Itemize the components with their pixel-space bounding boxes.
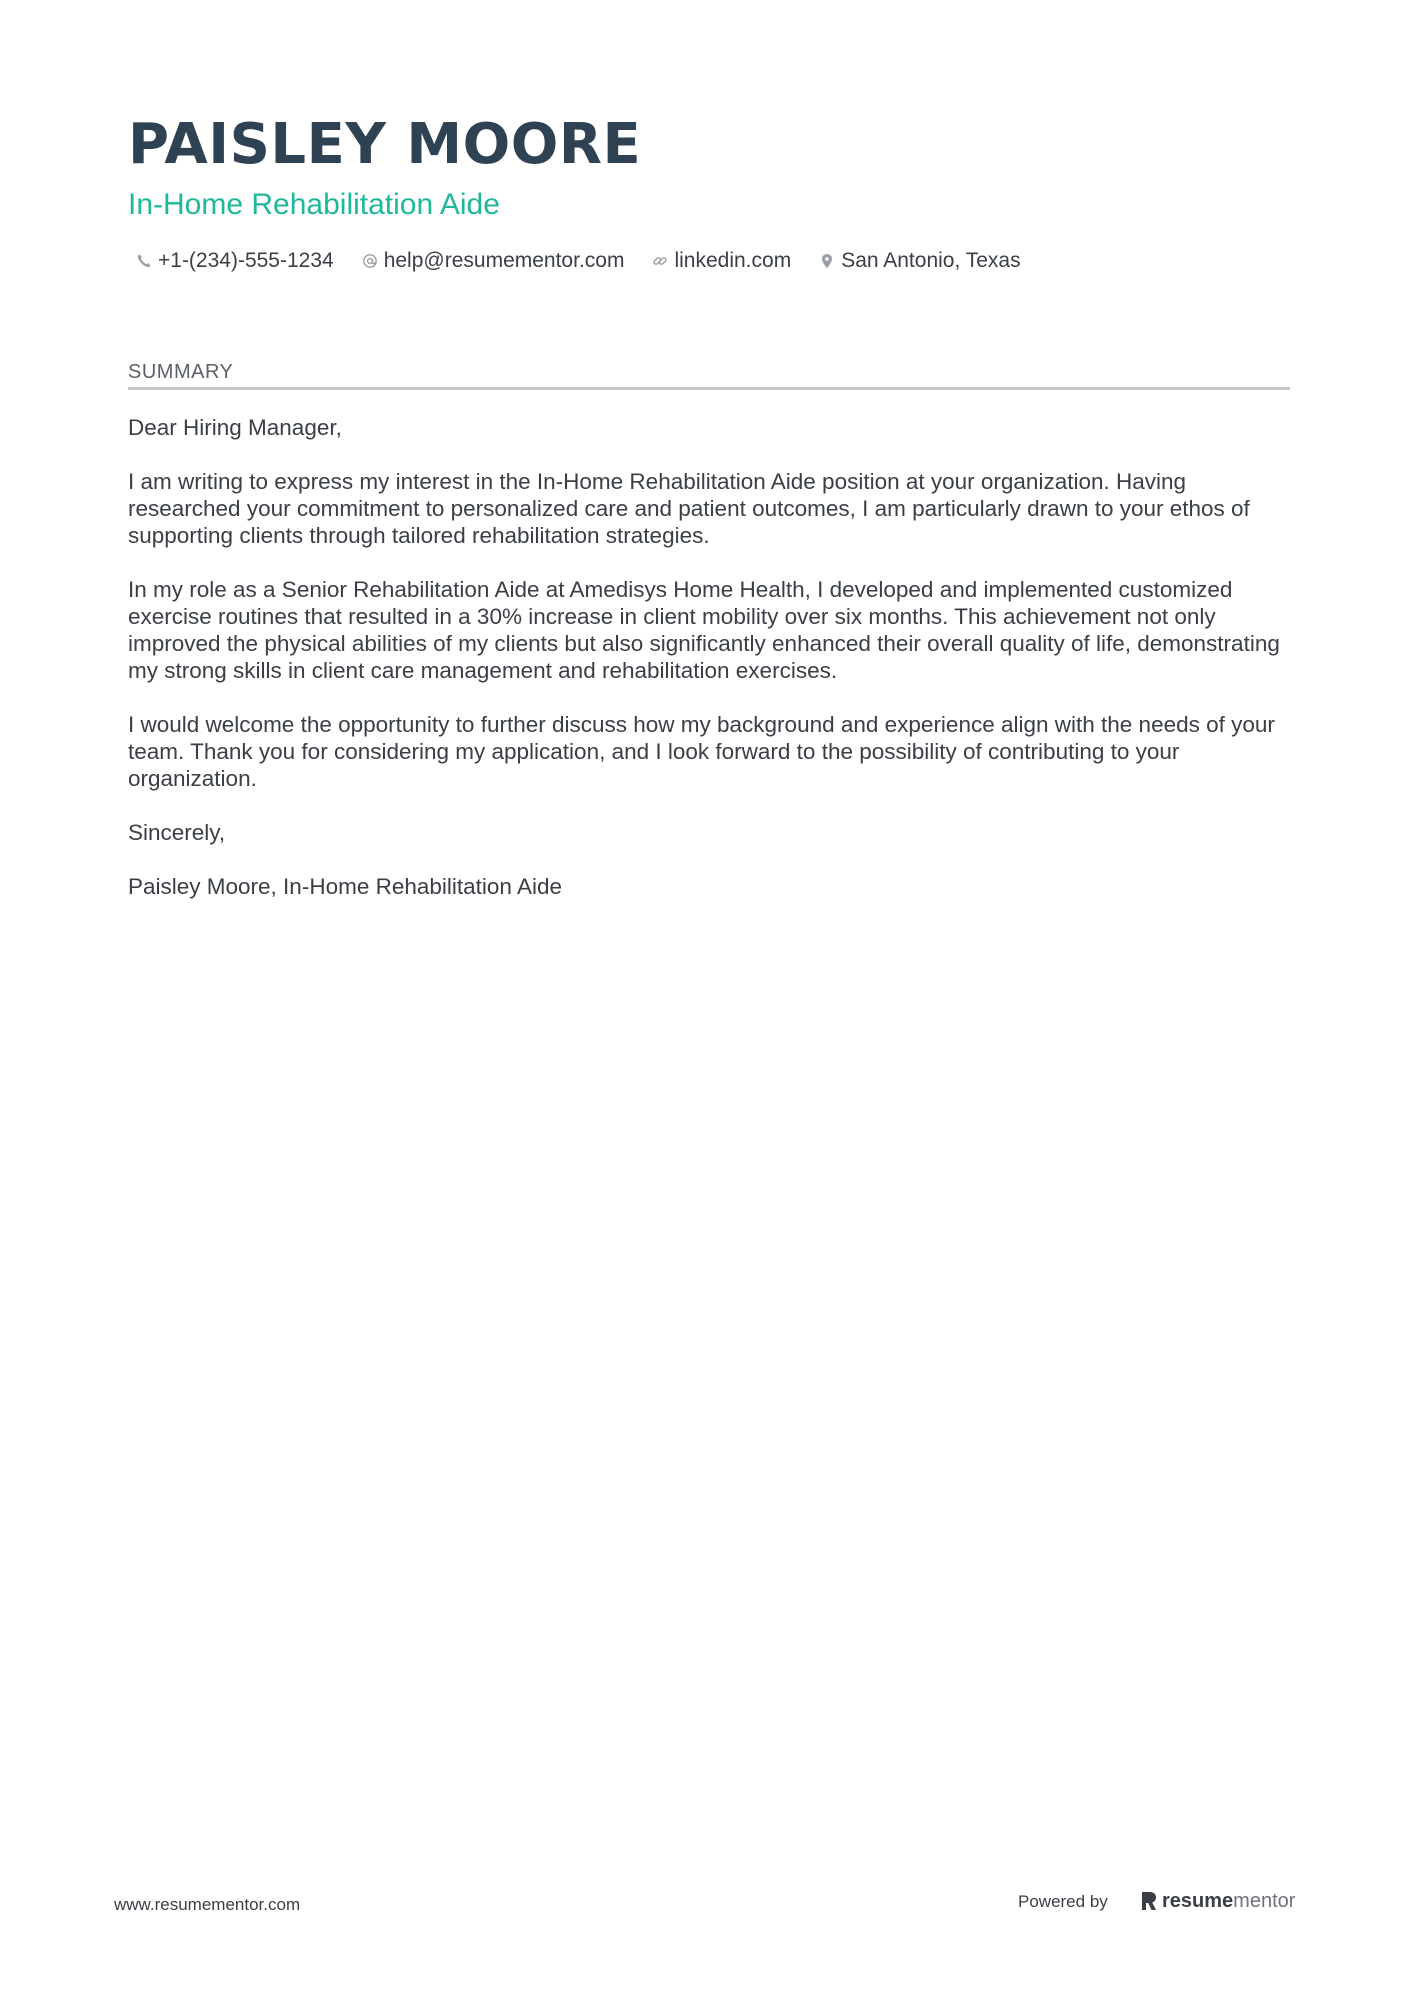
brand-name-light: mentor: [1233, 1889, 1296, 1912]
candidate-name: PAISLEY MOORE: [128, 112, 642, 177]
letter-paragraph-2: In my role as a Senior Rehabilitation Aide at Amedisys Home Health, I developed and implemented customized exercise routines that resulted in a 30% increase in client mobility over six months. This achievement not only improved the physical abilities of my clients but also significantly enhanced their overall quality of life, demonstrating my strong skills in client care management and rehabilitation exercises.: [128, 577, 1280, 683]
letter-signature: Paisley Moore, In-Home Rehabilitation Aide: [128, 874, 562, 899]
contact-location: [817, 249, 1020, 273]
letter-salutation: Dear Hiring Manager,: [128, 415, 342, 440]
contact-phone-text: +1-(234)-555-1234: [158, 249, 334, 272]
letter-body: [128, 414, 1294, 927]
at-icon: [360, 251, 380, 271]
contact-linkedin-text: linkedin.com: [674, 249, 792, 272]
contact-bar: [134, 244, 1047, 278]
letter-closing: Sincerely,: [128, 820, 226, 845]
contact-email[interactable]: [360, 249, 625, 273]
brand-name-bold: resume: [1162, 1889, 1234, 1912]
contact-phone: [134, 249, 334, 273]
footer-website-link[interactable]: www.resumementor.com: [114, 1895, 301, 1914]
letter-paragraph-1: I am writing to express my interest in the In-Home Rehabilitation Aide position at your organization. Having researched your commitment to personalized care and patient outcomes, I am particularly drawn to your ethos of supporting clients through tailored rehabilitation strategies.: [128, 469, 1250, 548]
powered-by-label: Powered by: [1018, 1892, 1108, 1911]
letter-paragraph-3: I would welcome the opportunity to further discuss how my background and experience align with the needs of your team. Thank you for considering my application, and I look forward to the possibility of contributing to your organization.: [128, 712, 1275, 791]
section-heading-summary: SUMMARY: [128, 361, 234, 383]
candidate-title: In-Home Rehabilitation Aide: [128, 188, 500, 221]
brand-logo[interactable]: [1140, 1887, 1295, 1915]
contact-linkedin[interactable]: [650, 249, 791, 273]
resumementor-logo-icon: [1140, 1890, 1158, 1912]
phone-icon: [134, 251, 154, 271]
location-icon: [817, 251, 837, 271]
section-divider: [128, 387, 1290, 390]
contact-email-text: help@resumementor.com: [383, 249, 625, 272]
link-icon: [650, 251, 670, 271]
contact-location-text: San Antonio, Texas: [841, 249, 1021, 272]
